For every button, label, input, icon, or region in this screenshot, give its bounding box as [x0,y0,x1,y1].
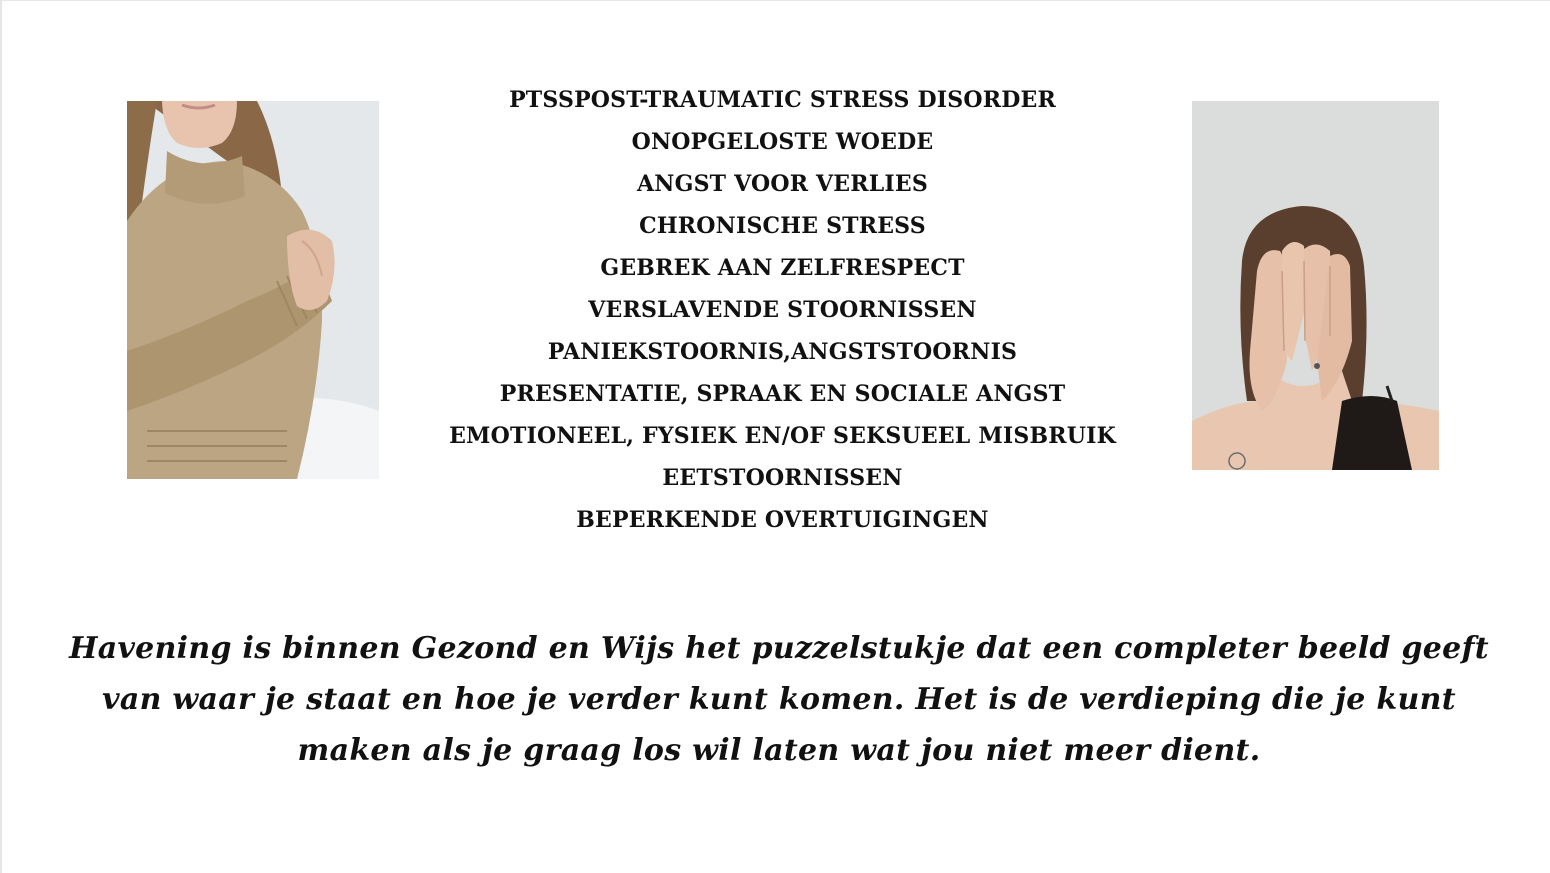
condition-item: ONOPGELOSTE WOEDE [631,129,934,155]
page-left-border [0,0,2,873]
condition-item: BEPERKENDE OVERTUIGINGEN [576,507,989,533]
conditions-list [400,79,1165,541]
condition-item: PRESENTATIE, SPRAAK EN SOCIALE ANGST [499,381,1066,407]
condition-item: PTSSPOST-TRAUMATIC STRESS DISORDER [509,87,1056,113]
condition-item: PANIEKSTOORNIS,ANGSTSTOORNIS [547,339,1018,365]
photo-woman-sweater-icon [127,101,379,479]
condition-item: EMOTIONEEL, FYSIEK EN/OF SEKSUEEL MISBRUIK [449,423,1116,449]
intro-paragraph: Havening is binnen Gezond en Wijs het puzzelstukje dat een completer beeld geeft van waar je staat en hoe je verder kunt komen. Het is de verdieping die je kunt maken als je graag los wil laten wat jou niet meer dient. [69,631,1489,768]
condition-item: GEBREK AAN ZELFRESPECT [600,255,965,281]
photo-woman-sweater [127,101,379,479]
photo-woman-covering-face-icon [1192,101,1439,470]
condition-item: VERSLAVENDE STOORNISSEN [588,297,977,323]
page-top-border [0,0,1550,1]
condition-item: EETSTOORNISSEN [662,465,903,491]
condition-item: ANGST VOOR VERLIES [637,171,928,197]
photo-woman-covering-face [1192,101,1439,470]
condition-item: CHRONISCHE STRESS [639,213,926,239]
